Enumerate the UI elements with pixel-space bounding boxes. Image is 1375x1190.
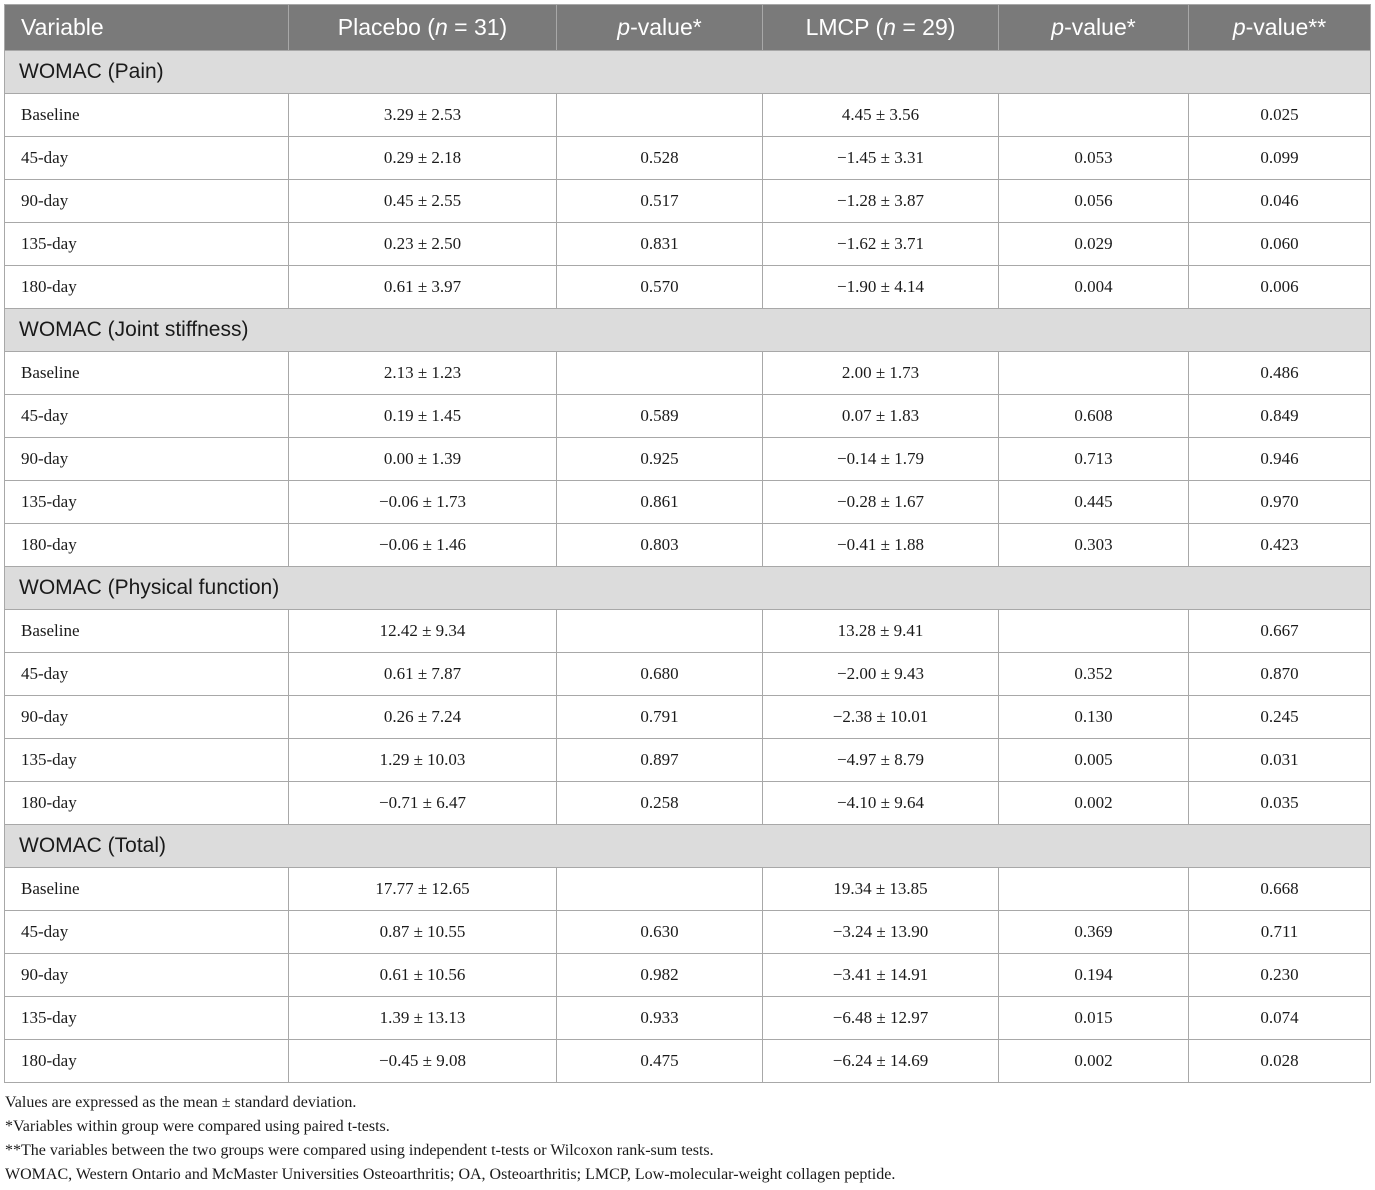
p-value-placebo: 0.258 xyxy=(557,782,763,825)
footnote: Values are expressed as the mean ± standard deviation. xyxy=(5,1094,357,1111)
p-value-lmcp: 0.303 xyxy=(999,524,1189,567)
p-value-placebo xyxy=(557,610,763,653)
p-value-lmcp xyxy=(999,94,1189,137)
placebo-value: 0.61 ± 10.56 xyxy=(289,954,557,997)
p-value-between: 0.711 xyxy=(1189,911,1371,954)
row-label: 90-day xyxy=(5,180,289,223)
table-row xyxy=(5,223,1371,266)
placebo-value: 2.13 ± 1.23 xyxy=(289,352,557,395)
lmcp-value: −0.28 ± 1.67 xyxy=(763,481,999,524)
table-footnotes xyxy=(4,1091,1370,1187)
lmcp-value: 0.07 ± 1.83 xyxy=(763,395,999,438)
table-container xyxy=(4,4,1370,1187)
placebo-value: 0.45 ± 2.55 xyxy=(289,180,557,223)
table-row xyxy=(5,94,1371,137)
lmcp-value: −2.00 ± 9.43 xyxy=(763,653,999,696)
section-header-row xyxy=(5,309,1371,352)
row-label: 180-day xyxy=(5,782,289,825)
p-value-lmcp: 0.005 xyxy=(999,739,1189,782)
table-row xyxy=(5,868,1371,911)
placebo-value: 3.29 ± 2.53 xyxy=(289,94,557,137)
p-value-lmcp: 0.130 xyxy=(999,696,1189,739)
row-label: 45-day xyxy=(5,653,289,696)
lmcp-value: −0.14 ± 1.79 xyxy=(763,438,999,481)
row-label: 45-day xyxy=(5,395,289,438)
placebo-value: −0.06 ± 1.46 xyxy=(289,524,557,567)
p-value-placebo xyxy=(557,868,763,911)
row-label: 90-day xyxy=(5,438,289,481)
placebo-value: 12.42 ± 9.34 xyxy=(289,610,557,653)
p-value-between: 0.025 xyxy=(1189,94,1371,137)
lmcp-value: 13.28 ± 9.41 xyxy=(763,610,999,653)
lmcp-value: 19.34 ± 13.85 xyxy=(763,868,999,911)
table-row xyxy=(5,782,1371,825)
p-value-between: 0.946 xyxy=(1189,438,1371,481)
p-value-placebo: 0.589 xyxy=(557,395,763,438)
p-value-lmcp: 0.713 xyxy=(999,438,1189,481)
row-label: 135-day xyxy=(5,223,289,266)
placebo-value: 0.87 ± 10.55 xyxy=(289,911,557,954)
p-value-lmcp: 0.056 xyxy=(999,180,1189,223)
table-row xyxy=(5,696,1371,739)
row-label: 135-day xyxy=(5,481,289,524)
table-row xyxy=(5,997,1371,1040)
row-label: 135-day xyxy=(5,739,289,782)
table-row xyxy=(5,954,1371,997)
table-row xyxy=(5,481,1371,524)
placebo-value: 1.29 ± 10.03 xyxy=(289,739,557,782)
p-value-lmcp: 0.029 xyxy=(999,223,1189,266)
p-value-lmcp: 0.002 xyxy=(999,782,1189,825)
p-value-placebo xyxy=(557,352,763,395)
p-value-placebo: 0.933 xyxy=(557,997,763,1040)
row-label: 180-day xyxy=(5,524,289,567)
table-row xyxy=(5,739,1371,782)
p-value-between: 0.099 xyxy=(1189,137,1371,180)
row-label: 90-day xyxy=(5,954,289,997)
p-value-lmcp: 0.002 xyxy=(999,1040,1189,1083)
table-row xyxy=(5,352,1371,395)
p-value-between: 0.074 xyxy=(1189,997,1371,1040)
header-p-value-between: p-value** xyxy=(1189,5,1371,51)
section-header-row xyxy=(5,567,1371,610)
lmcp-value: −6.48 ± 12.97 xyxy=(763,997,999,1040)
row-label: Baseline xyxy=(5,94,289,137)
p-value-lmcp xyxy=(999,868,1189,911)
p-value-between: 0.046 xyxy=(1189,180,1371,223)
table-row xyxy=(5,266,1371,309)
row-label: Baseline xyxy=(5,868,289,911)
p-value-placebo: 0.630 xyxy=(557,911,763,954)
table-row xyxy=(5,180,1371,223)
section-title: WOMAC (Total) xyxy=(5,825,1371,868)
p-value-between: 0.849 xyxy=(1189,395,1371,438)
p-value-between: 0.423 xyxy=(1189,524,1371,567)
lmcp-value: −0.41 ± 1.88 xyxy=(763,524,999,567)
section-header-row xyxy=(5,825,1371,868)
p-value-between: 0.035 xyxy=(1189,782,1371,825)
p-value-lmcp: 0.015 xyxy=(999,997,1189,1040)
lmcp-value: −1.45 ± 3.31 xyxy=(763,137,999,180)
placebo-value: 0.61 ± 7.87 xyxy=(289,653,557,696)
header-lmcp: LMCP (n = 29) xyxy=(763,5,999,51)
p-value-placebo: 0.925 xyxy=(557,438,763,481)
table-row xyxy=(5,610,1371,653)
p-value-placebo: 0.791 xyxy=(557,696,763,739)
row-label: 180-day xyxy=(5,1040,289,1083)
p-value-lmcp: 0.608 xyxy=(999,395,1189,438)
lmcp-value: −6.24 ± 14.69 xyxy=(763,1040,999,1083)
table-body xyxy=(5,51,1371,1083)
row-label: Baseline xyxy=(5,610,289,653)
p-value-lmcp xyxy=(999,610,1189,653)
row-label: 90-day xyxy=(5,696,289,739)
row-label: 180-day xyxy=(5,266,289,309)
table-row xyxy=(5,653,1371,696)
results-table xyxy=(4,4,1371,1083)
placebo-value: −0.06 ± 1.73 xyxy=(289,481,557,524)
table-row xyxy=(5,1040,1371,1083)
p-value-lmcp: 0.004 xyxy=(999,266,1189,309)
p-value-placebo: 0.897 xyxy=(557,739,763,782)
lmcp-value: −1.90 ± 4.14 xyxy=(763,266,999,309)
p-value-between: 0.870 xyxy=(1189,653,1371,696)
p-value-placebo: 0.803 xyxy=(557,524,763,567)
table-row xyxy=(5,911,1371,954)
p-value-between: 0.667 xyxy=(1189,610,1371,653)
section-title: WOMAC (Joint stiffness) xyxy=(5,309,1371,352)
placebo-value: 0.26 ± 7.24 xyxy=(289,696,557,739)
lmcp-value: −1.28 ± 3.87 xyxy=(763,180,999,223)
placebo-value: 17.77 ± 12.65 xyxy=(289,868,557,911)
placebo-value: −0.71 ± 6.47 xyxy=(289,782,557,825)
table-row xyxy=(5,524,1371,567)
p-value-placebo: 0.982 xyxy=(557,954,763,997)
p-value-placebo xyxy=(557,94,763,137)
placebo-value: 1.39 ± 13.13 xyxy=(289,997,557,1040)
header-variable: Variable xyxy=(5,5,289,51)
p-value-lmcp: 0.369 xyxy=(999,911,1189,954)
p-value-between: 0.230 xyxy=(1189,954,1371,997)
p-value-placebo: 0.680 xyxy=(557,653,763,696)
p-value-between: 0.060 xyxy=(1189,223,1371,266)
p-value-lmcp xyxy=(999,352,1189,395)
header-row xyxy=(5,5,1371,51)
p-value-placebo: 0.475 xyxy=(557,1040,763,1083)
p-value-between: 0.668 xyxy=(1189,868,1371,911)
p-value-placebo: 0.831 xyxy=(557,223,763,266)
placebo-value: 0.19 ± 1.45 xyxy=(289,395,557,438)
placebo-value: 0.29 ± 2.18 xyxy=(289,137,557,180)
placebo-value: 0.61 ± 3.97 xyxy=(289,266,557,309)
p-value-placebo: 0.861 xyxy=(557,481,763,524)
section-title: WOMAC (Pain) xyxy=(5,51,1371,94)
header-p-value-lmcp: p-value* xyxy=(999,5,1189,51)
section-title: WOMAC (Physical function) xyxy=(5,567,1371,610)
p-value-between: 0.006 xyxy=(1189,266,1371,309)
table-row xyxy=(5,395,1371,438)
placebo-value: 0.00 ± 1.39 xyxy=(289,438,557,481)
lmcp-value: −3.41 ± 14.91 xyxy=(763,954,999,997)
p-value-lmcp: 0.445 xyxy=(999,481,1189,524)
placebo-value: 0.23 ± 2.50 xyxy=(289,223,557,266)
p-value-lmcp: 0.194 xyxy=(999,954,1189,997)
table-row xyxy=(5,137,1371,180)
p-value-between: 0.031 xyxy=(1189,739,1371,782)
row-label: 45-day xyxy=(5,137,289,180)
p-value-placebo: 0.528 xyxy=(557,137,763,180)
p-value-placebo: 0.570 xyxy=(557,266,763,309)
header-p-value-placebo: p-value* xyxy=(557,5,763,51)
footnote: WOMAC, Western Ontario and McMaster Universities Osteoarthritis; OA, Osteoarthritis; LMCP, Low-molecular-weight collagen peptide. xyxy=(5,1166,896,1183)
header-placebo: Placebo (n = 31) xyxy=(289,5,557,51)
lmcp-value: 4.45 ± 3.56 xyxy=(763,94,999,137)
row-label: 45-day xyxy=(5,911,289,954)
p-value-between: 0.245 xyxy=(1189,696,1371,739)
lmcp-value: −4.97 ± 8.79 xyxy=(763,739,999,782)
section-header-row xyxy=(5,51,1371,94)
lmcp-value: −4.10 ± 9.64 xyxy=(763,782,999,825)
footnote: **The variables between the two groups were compared using independent t-tests or Wilcoxon rank-sum tests. xyxy=(5,1142,714,1159)
lmcp-value: −1.62 ± 3.71 xyxy=(763,223,999,266)
row-label: Baseline xyxy=(5,352,289,395)
lmcp-value: −3.24 ± 13.90 xyxy=(763,911,999,954)
p-value-lmcp: 0.053 xyxy=(999,137,1189,180)
placebo-value: −0.45 ± 9.08 xyxy=(289,1040,557,1083)
p-value-lmcp: 0.352 xyxy=(999,653,1189,696)
row-label: 135-day xyxy=(5,997,289,1040)
footnote: *Variables within group were compared using paired t-tests. xyxy=(5,1118,390,1135)
p-value-between: 0.970 xyxy=(1189,481,1371,524)
p-value-between: 0.028 xyxy=(1189,1040,1371,1083)
lmcp-value: −2.38 ± 10.01 xyxy=(763,696,999,739)
p-value-between: 0.486 xyxy=(1189,352,1371,395)
p-value-placebo: 0.517 xyxy=(557,180,763,223)
table-row xyxy=(5,438,1371,481)
lmcp-value: 2.00 ± 1.73 xyxy=(763,352,999,395)
